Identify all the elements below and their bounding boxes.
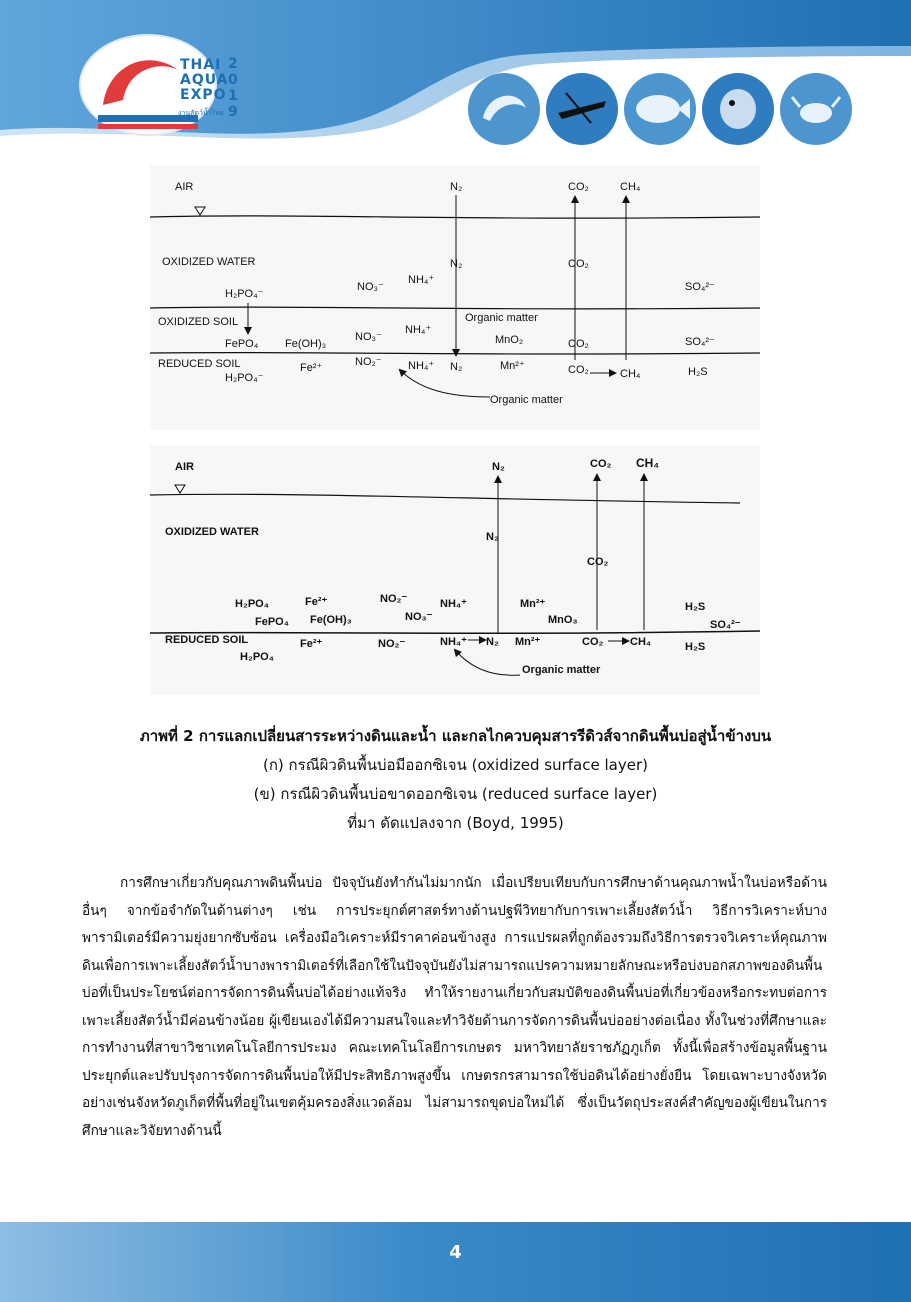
fish-icon bbox=[624, 73, 696, 145]
year-digit: 9 bbox=[228, 104, 238, 120]
label-fe2-soil: Fe²⁺ bbox=[300, 638, 323, 650]
label-so4-soil: SO₄²⁻ bbox=[685, 336, 715, 348]
label-co2-redsoil: CO₂ bbox=[568, 364, 589, 376]
label-co2-water: CO₂ bbox=[587, 556, 609, 568]
label-nh4-water: NH₄⁺ bbox=[408, 274, 435, 286]
label-co2-air: CO₂ bbox=[590, 458, 612, 470]
body-text bbox=[82, 870, 827, 1145]
label-n2-soil: N₂ bbox=[450, 361, 463, 373]
year-digit: 2 bbox=[228, 56, 238, 72]
label-nh4-soil: NH₄⁺ bbox=[440, 636, 467, 648]
sediment-surface-line bbox=[150, 631, 760, 633]
label-oxidized-water: OXIDIZED WATER bbox=[162, 256, 256, 268]
label-h2s-soil: H₂S bbox=[685, 641, 706, 653]
label-h2po4-soil: H₂PO₄ bbox=[240, 651, 274, 663]
logo-text bbox=[180, 58, 229, 103]
caption-title: ภาพที่ 2 การแลกเปลี่ยนสารระหว่างดินและน้ำ และกลไกควบคุมสารรีดิวส์จากดินพื้นบ่อสู่น้ำข้างบน bbox=[139, 727, 772, 745]
label-fe2: Fe²⁺ bbox=[300, 362, 323, 374]
label-mn2-water: Mn²⁺ bbox=[520, 598, 546, 610]
label-no3-water: NO₃⁻ bbox=[357, 281, 384, 293]
label-n2-air: N₂ bbox=[450, 181, 463, 193]
label-so4-water: SO₄²⁻ bbox=[685, 281, 715, 293]
label-oxidized-soil: OXIDIZED SOIL bbox=[158, 316, 239, 328]
diagram-reduced bbox=[150, 445, 760, 695]
page-number: 4 bbox=[449, 1242, 462, 1263]
caption-source: ที่มา ดัดแปลงจาก (Boyd, 1995) bbox=[347, 814, 564, 832]
label-fepo4: FePO₄ bbox=[255, 616, 289, 628]
logo-line-aqua: AQUA bbox=[180, 72, 229, 88]
year-digit: 1 bbox=[228, 88, 238, 104]
organic-matter-arrow bbox=[455, 650, 520, 675]
crab-icon bbox=[780, 73, 852, 145]
label-mn2: Mn²⁺ bbox=[500, 360, 525, 372]
label-oxidized-water: OXIDIZED WATER bbox=[165, 526, 259, 538]
label-ch4-air: CH₄ bbox=[620, 181, 641, 193]
label-h2s-water: H₂S bbox=[685, 601, 706, 613]
label-air: AIR bbox=[175, 461, 194, 473]
label-nh4-water: NH₄⁺ bbox=[440, 598, 467, 610]
label-h2po4-water: H₂PO₄ bbox=[235, 598, 269, 610]
label-feoh3: Fe(OH)₃ bbox=[310, 614, 352, 626]
label-ch4-soil: CH₄ bbox=[620, 368, 641, 380]
label-nh4-oxsoil: NH₄⁺ bbox=[405, 324, 432, 336]
label-h2po4-water: H₂PO₄⁻ bbox=[225, 288, 264, 300]
label-so4: SO₄²⁻ bbox=[710, 619, 741, 631]
thai-aqua-expo-logo bbox=[78, 30, 238, 140]
shrimp-icon bbox=[468, 73, 540, 145]
logo-year bbox=[228, 56, 238, 120]
label-n2-water: N₂ bbox=[486, 531, 499, 543]
label-n2-water: N₂ bbox=[450, 258, 463, 270]
figure-oxidized-surface bbox=[150, 165, 760, 430]
label-mno2: MnO₂ bbox=[495, 334, 524, 346]
label-organic-matter-redsoil: Organic matter bbox=[490, 394, 563, 406]
water-surface-line bbox=[150, 216, 760, 218]
sediment-surface-line bbox=[150, 307, 760, 309]
label-ch4-air: CH₄ bbox=[636, 456, 660, 470]
year-digit: 0 bbox=[228, 72, 238, 88]
label-reduced-soil: REDUCED SOIL bbox=[158, 358, 241, 370]
page-header bbox=[0, 0, 911, 150]
water-level-icon bbox=[195, 207, 205, 215]
logo-line-expo: EXPO bbox=[180, 87, 227, 103]
label-ch4-soil: CH₄ bbox=[630, 636, 652, 648]
label-co2-air: CO₂ bbox=[568, 181, 589, 193]
label-mn2-soil: Mn²⁺ bbox=[515, 636, 541, 648]
label-no3-soil: NO₃⁻ bbox=[355, 331, 382, 343]
figure-caption bbox=[0, 722, 911, 838]
label-co2-oxsoil: CO₂ bbox=[568, 338, 589, 350]
label-no2-water: NO₂⁻ bbox=[380, 593, 408, 605]
label-feoh3: Fe(OH)₃ bbox=[285, 338, 327, 350]
caption-sub-a: (ก) กรณีผิวดินพื้นบ่อมีออกซิเจน (oxidized surface layer) bbox=[263, 756, 648, 774]
label-fe2-water: Fe²⁺ bbox=[305, 596, 328, 608]
grouper-icon bbox=[702, 73, 774, 145]
label-fepo4: FePO₄ bbox=[225, 338, 259, 350]
label-no3: NO₃⁻ bbox=[405, 611, 433, 623]
figure-reduced-surface bbox=[150, 445, 760, 695]
label-organic-matter: Organic matter bbox=[522, 664, 601, 676]
label-co2-soil: CO₂ bbox=[582, 636, 604, 648]
label-n2-air: N₂ bbox=[492, 461, 505, 473]
label-no2-soil: NO₂⁻ bbox=[378, 638, 406, 650]
label-nh4-redsoil: NH₄⁺ bbox=[408, 360, 435, 372]
water-level-icon bbox=[175, 485, 185, 493]
logo-tagline: งานสัตว์น้ำไทย bbox=[178, 109, 224, 117]
label-no2: NO₂⁻ bbox=[355, 356, 382, 368]
label-h2po4-soil: H₂PO₄⁻ bbox=[225, 372, 264, 384]
lobster-icon bbox=[546, 73, 618, 145]
label-n2-soil: N₂ bbox=[486, 636, 499, 648]
label-air: AIR bbox=[175, 181, 194, 193]
organic-matter-arrow bbox=[400, 370, 490, 397]
water-surface-line bbox=[150, 494, 740, 503]
label-organic-matter-oxsoil: Organic matter bbox=[465, 312, 538, 324]
reduced-boundary-line bbox=[150, 353, 760, 354]
caption-sub-b: (ข) กรณีผิวดินพื้นบ่อขาดออกซิเจน (reduced surface layer) bbox=[253, 785, 658, 803]
label-mno3: MnO₃ bbox=[548, 614, 578, 626]
body-paragraph: การศึกษาเกี่ยวกับคุณภาพดินพื้นบ่อ ปัจจุบันยังทำกันไม่มากนัก เมื่อเปรียบเทียบกับการศึกษาด้านคุณภาพน้ำในบ่อหรือด้านอื่นๆ จากข้อจำกัดในด้านต่างๆ เช่น การประยุกต์ศาสตร์ทางด้านปฐพีวิทยากับการเพาะเลี้ยงสัตว์น้ำ วิธีการวิเคราะห์บางพารามิเตอร์มีความยุ่งยากซับซ้อน เครื่องมือวิเคราะห์มีราคาค่อนข้างสูง การแปรผลที่ถูกต้องรวมถึงวิธีการตรวจวิเคราะห์คุณภาพดินเพื่อการเพาะเลี้ยงสัตว์น้ำบางพารามิเตอร์ที่เลือกใช้ในปัจจุบันยังไม่สามารถแปรความหมายลักษณะหรือบ่งบอกสภาพของดินพื้นบ่อที่เป็นประโยชน์ต่อการจัดการดินพื้นบ่อได้อย่างแท้จริง ทำให้รายงานเกี่ยวกับสมบัติของดินพื้นบ่อที่เกี่ยวข้องหรือกระทบต่อการเพาะเลี้ยงสัตว์น้ำมีค่อนข้างน้อย ผู้เขียนเองได้มีความสนใจและทำวิจัยด้านการจัดการดินพื้นบ่ออย่างต่อเนื่อง ทั้งในช่วงที่ศึกษาและการทำงานที่สาขาวิชาเทคโนโลยีการประมง คณะเทคโนโลยีการเกษตร มหาวิทยาลัยราชภัฏภูเก็ต ทั้งนี้เพื่อสร้างข้อมูลพื้นฐาน ประยุกต์และปรับปรุงการจัดการดินพื้นบ่อให้มีประสิทธิภาพสูงขึ้น เกษตรกรสามารถใช้บ่อดินได้อย่างยั่งยืน โดยเฉพาะบางจังหวัดอย่างเช่นจังหวัดภูเก็ตที่พื้นที่อยู่ในเขตคุ้มครองสิ่งแวดล้อม ไม่สามารถขุดบ่อใหม่ได้ ซึ่งเป็นวัตถุประสงค์สำคัญของผู้เขียนในการศึกษาและวิจัยทางด้านนี้ bbox=[82, 875, 827, 1139]
diagram-oxidized bbox=[150, 165, 760, 430]
logo-line-thai: THAI bbox=[180, 57, 222, 73]
label-reduced-soil: REDUCED SOIL bbox=[165, 634, 249, 646]
label-co2-water: CO₂ bbox=[568, 258, 589, 270]
label-h2s: H₂S bbox=[688, 366, 708, 378]
